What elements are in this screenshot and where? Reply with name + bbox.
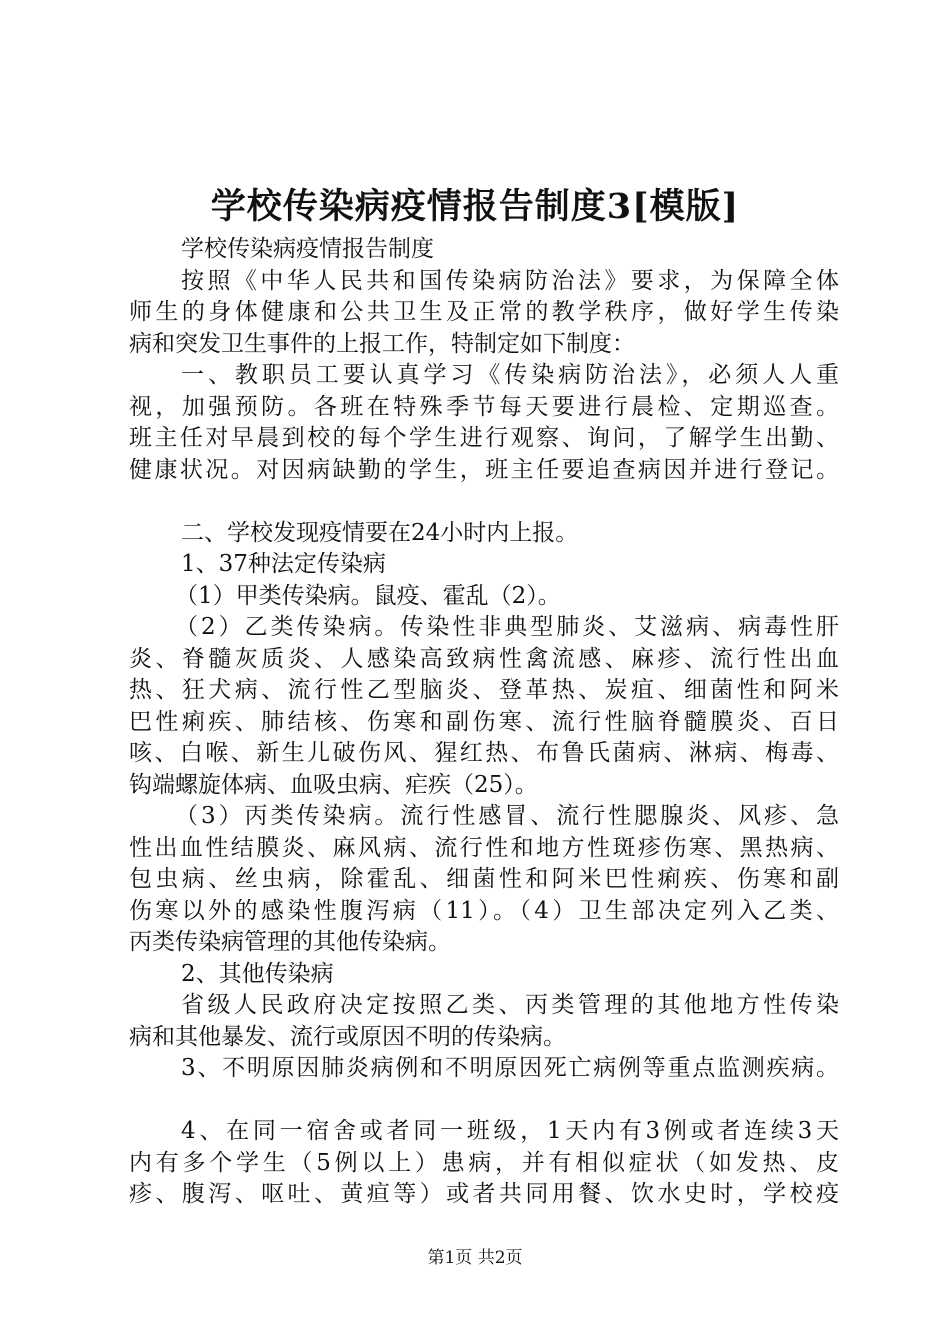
paragraph-line: 省级人民政府决定按照乙类、丙类管理的其他地方性传染 — [181, 992, 839, 1018]
blank-line — [129, 1085, 839, 1117]
list-heading: 4、在同一宿舍或者同一班级，1天内有3例或者连续3天 — [181, 1118, 839, 1144]
paragraph-line: 师生的身体健康和公共卫生及正常的教学秩序，做好学生传染 — [129, 299, 839, 325]
list-item: （3）丙类传染病。流行性感冒、流行性腮腺炎、风疹、急 — [175, 803, 839, 829]
page-number-footer: 第1页 共2页 — [427, 1248, 523, 1268]
paragraph-line: 班主任对早晨到校的每个学生进行观察、询问，了解学生出勤、 — [129, 425, 839, 451]
paragraph-line: 病和其他暴发、流行或原因不明的传染病。 — [129, 1023, 566, 1050]
paragraph-line: 按照《中华人民共和国传染病防治法》要求，为保障全体 — [181, 267, 839, 294]
paragraph-line: 性出血性结膜炎、麻风病、流行性和地方性斑疹伤寒、黑热病、 — [129, 834, 839, 861]
paragraph-line: 伤寒以外的感染性腹泻病（11）。（4）卫生部决定列入乙类、 — [129, 897, 839, 924]
paragraph-line: 健康状况。对因病缺勤的学生，班主任要追查病因并进行登记。 — [129, 456, 839, 483]
list-heading: 1、37种法定传染病 — [181, 551, 386, 577]
list-heading: 2、其他传染病 — [181, 960, 334, 987]
paragraph-line: 二、学校发现疫情要在24小时内上报。 — [181, 519, 579, 546]
paragraph-line: 病和突发卫生事件的上报工作，特制定如下制度： — [129, 330, 635, 357]
paragraph-line: 炎、脊髓灰质炎、人感染高致病性禽流感、麻疹、流行性出血 — [129, 645, 839, 672]
document-title: 学校传染病疫情报告制度3[模版] — [210, 186, 740, 227]
paragraph-line: 一、教职员工要认真学习《传染病防治法》，必须人人重 — [181, 362, 839, 388]
paragraph-line: 巴性痢疾、肺结核、伤寒和副伤寒、流行性脑脊髓膜炎、百日 — [129, 708, 839, 735]
paragraph-line: 丙类传染病管理的其他传染病。 — [129, 929, 451, 955]
paragraph-line: 咳、白喉、新生儿破伤风、猩红热、布鲁氏菌病、淋病、梅毒、 — [129, 740, 839, 766]
paragraph-line: 视，加强预防。各班在特殊季节每天要进行晨检、定期巡查。 — [129, 393, 839, 420]
blank-line — [129, 486, 839, 518]
paragraph-line: 内有多个学生（5例以上）患病，并有相似症状（如发热、皮 — [129, 1149, 839, 1176]
list-item: （1）甲类传染病。鼠疫、霍乱（2）。 — [175, 582, 561, 609]
list-item: （2）乙类传染病。传染性非典型肺炎、艾滋病、病毒性肝 — [175, 614, 839, 640]
paragraph-line: 包虫病、丝虫病，除霍乱、细菌性和阿米巴性痢疾、伤寒和副 — [129, 866, 839, 892]
paragraph-line: 钩端螺旋体病、血吸虫病、疟疾（25）。 — [129, 771, 538, 798]
paragraph-line: 疹、腹泻、呕吐、黄疸等）或者共同用餐、饮水史时，学校疫 — [129, 1181, 839, 1207]
subtitle-line: 学校传染病疫情报告制度 — [181, 236, 434, 262]
paragraph-line: 热、狂犬病、流行性乙型脑炎、登革热、炭疽、细菌性和阿米 — [129, 677, 839, 703]
document-body — [129, 234, 839, 1211]
list-heading: 3、不明原因肺炎病例和不明原因死亡病例等重点监测疾病。 — [181, 1055, 839, 1081]
